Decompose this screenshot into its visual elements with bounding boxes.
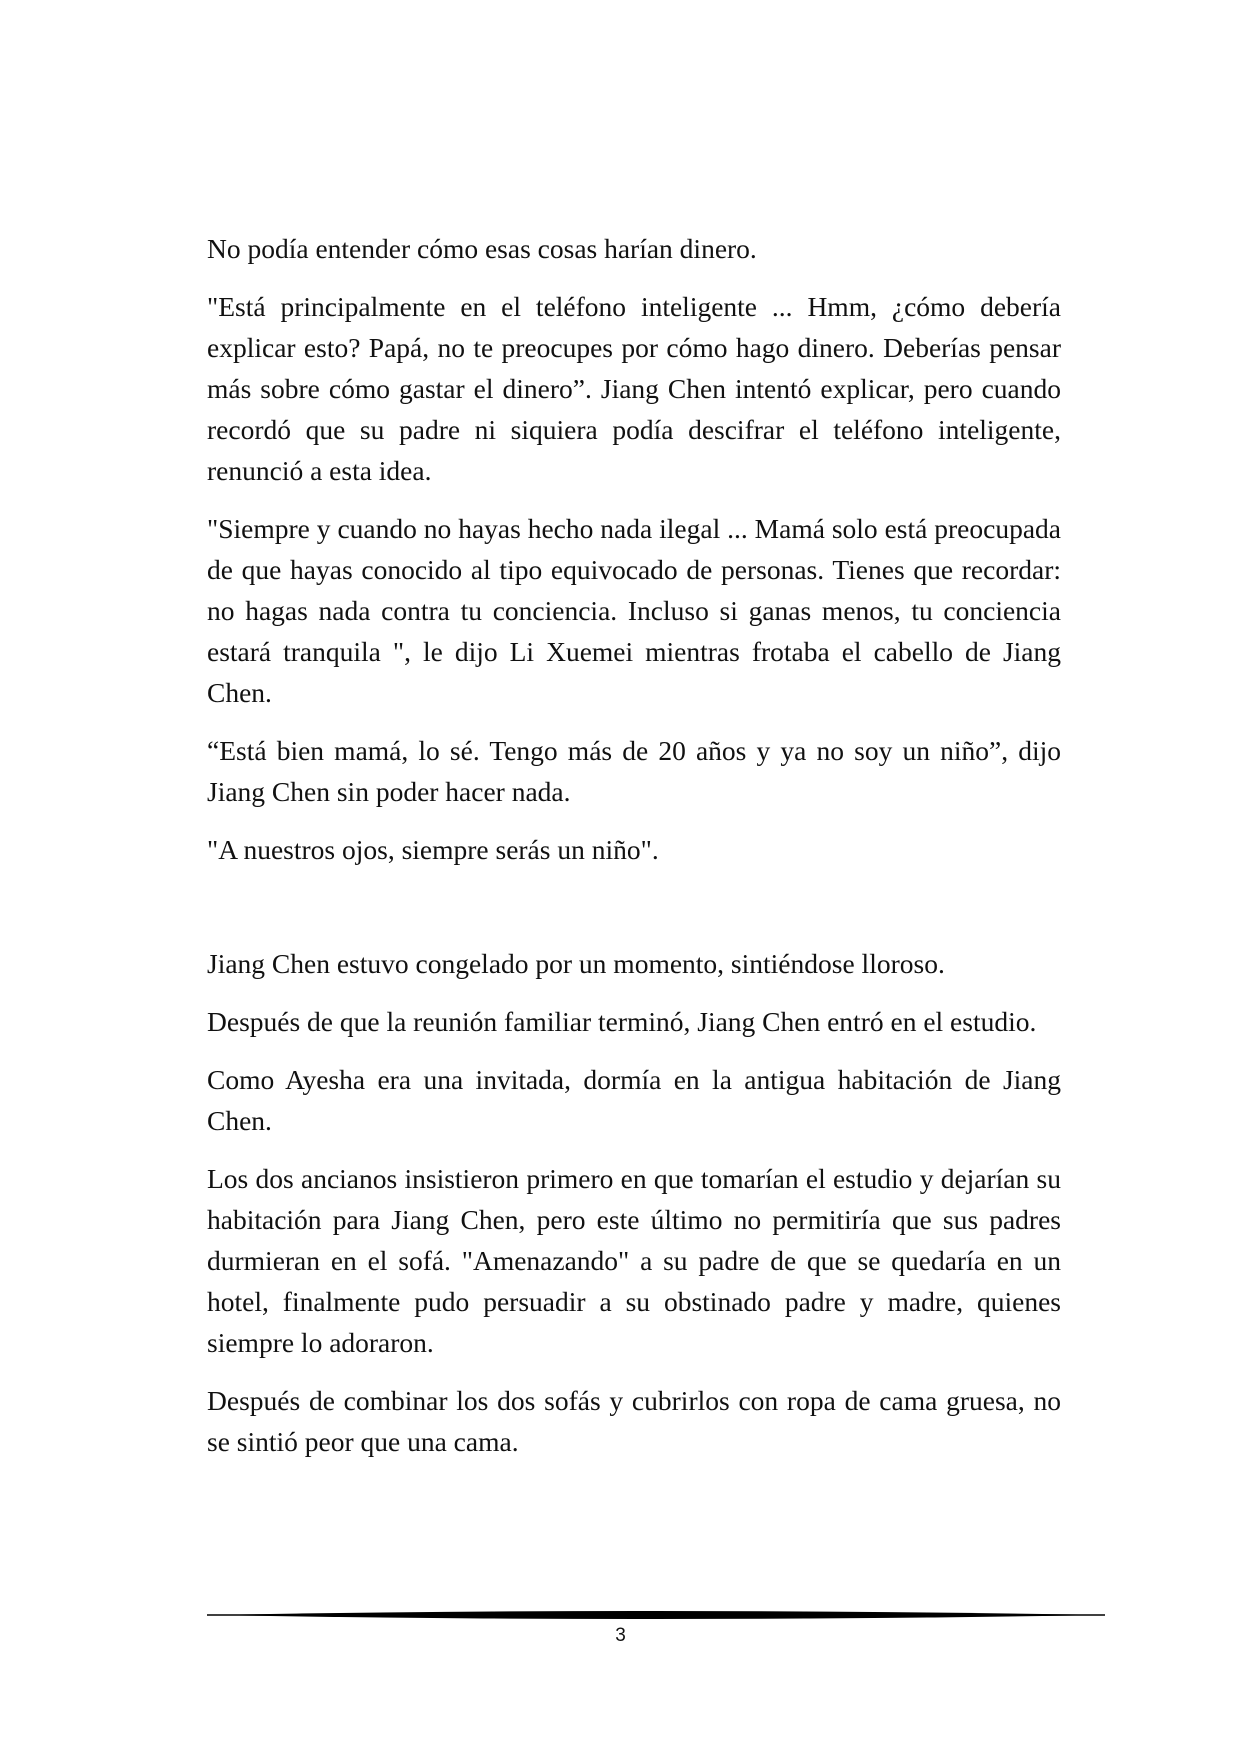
paragraph: Como Ayesha era una invitada, dormía en la antigua habitación de Jiang Chen. [207,1064,1061,1136]
page-number: 3 [615,1625,626,1646]
paragraph: Los dos ancianos insistieron primero en que tomarían el estudio y dejarían su habitación para Jiang Chen, pero este último no permitiría que sus padres durmieran en el sofá. "Amenazando" a su padre de que se quedaría en un hotel, finalmente pudo persuadir a su obstinado padre y madre, quienes siempre lo adoraron. [207,1163,1061,1358]
paragraph: Después de combinar los dos sofás y cubrirlos con ropa de cama gruesa, no se sintió peor que una cama. [207,1385,1061,1457]
paragraph: Jiang Chen estuvo congelado por un momento, sintiéndose lloroso. [207,948,945,979]
body-text [207,228,1061,1479]
section-gap [207,887,1061,943]
paragraph: “Está bien mamá, lo sé. Tengo más de 20 años y ya no soy un niño”, dijo Jiang Chen sin poder hacer nada. [207,735,1061,807]
paragraph: "Siempre y cuando no hayas hecho nada ilegal ... Mamá solo está preocupada de que hayas conocido al tipo equivocado de personas. Tienes que recordar: no hagas nada contra tu conciencia. Incluso si ganas menos, tu conciencia estará tranquila ", le dijo Li Xuemei mientras frotaba el cabello de Jiang Chen. [207,513,1061,708]
paragraph: "Está principalmente en el teléfono inteligente ... Hmm, ¿cómo debería explicar esto? Papá, no te preocupes por cómo hago dinero. Deberías pensar más sobre cómo gastar el dinero”. Jiang Chen intentó explicar, pero cuando recordó que su padre ni siquiera podía descifrar el teléfono inteligente, renunció a esta idea. [207,291,1061,486]
footer-divider [207,1609,1105,1621]
paragraph: No podía entender cómo esas cosas harían dinero. [207,233,757,264]
paragraph: "A nuestros ojos, siempre serás un niño". [207,834,659,865]
paragraph: Después de que la reunión familiar terminó, Jiang Chen entró en el estudio. [207,1006,1037,1037]
